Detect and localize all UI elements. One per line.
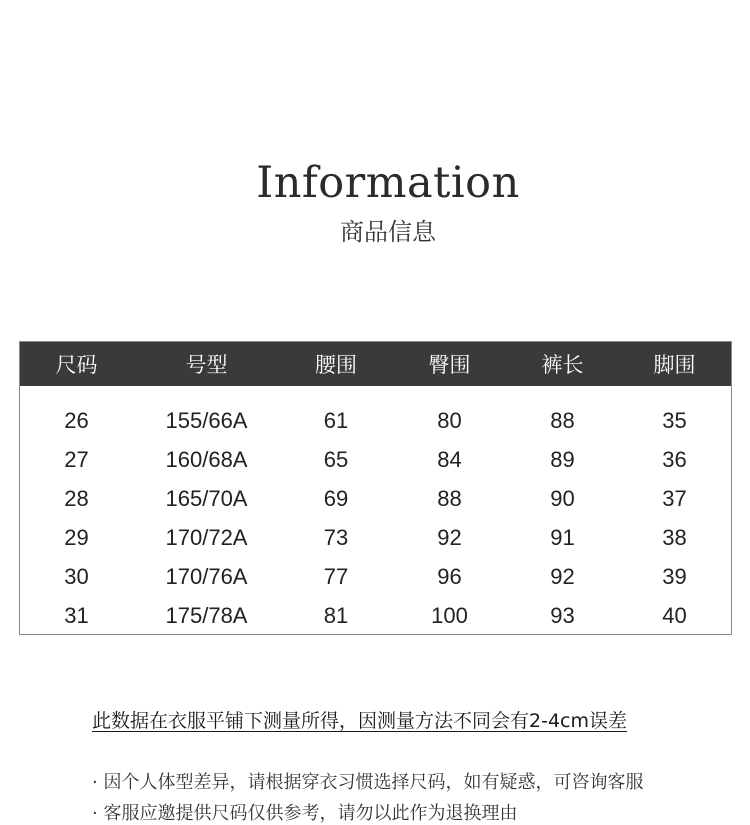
cell-hem: 37 [662,485,687,511]
table-row [20,518,731,557]
header-size: 尺码 [55,353,98,377]
cell-length: 91 [550,524,575,550]
cell-hip: 92 [437,524,462,550]
cell-spec: 170/76A [165,563,248,589]
cell-length: 88 [550,407,575,433]
cell-hem: 35 [662,407,687,433]
cell-size: 27 [64,446,89,472]
cell-spec: 160/68A [165,446,248,472]
cell-size: 29 [64,524,89,550]
cell-length: 89 [550,446,575,472]
table-body [20,386,731,635]
header-spec: 号型 [185,353,228,377]
table-row [20,401,731,440]
cell-hip: 88 [437,485,462,511]
cell-waist: 69 [323,485,349,511]
cell-hem: 38 [662,524,687,550]
cell-hem: 39 [662,563,687,589]
table-row [20,557,731,596]
cell-spec: 155/66A [165,407,248,433]
header-waist: 腰围 [315,353,357,377]
header-length: 裤长 [541,353,584,377]
cell-length: 93 [550,602,575,628]
cell-hem: 40 [662,602,687,628]
cell-waist: 65 [323,446,349,472]
cell-size: 26 [64,407,89,433]
cell-size: 28 [64,485,89,511]
cell-hip: 96 [437,563,462,589]
header-hem: 脚围 [653,353,696,377]
table-row [20,596,731,635]
cell-hip: 80 [437,407,462,433]
cell-spec: 175/78A [165,602,248,628]
cell-waist: 81 [323,602,349,628]
page-title-cn: 商品信息 [340,218,436,246]
table-row [20,479,731,518]
cell-size: 30 [64,563,89,589]
size-table [19,341,732,635]
page-title-en: Information [256,158,520,208]
table-row [20,440,731,479]
cell-size: 31 [64,602,89,628]
header-hip: 臀围 [428,353,471,377]
cell-spec: 170/72A [165,524,248,550]
cell-waist: 77 [323,563,349,589]
cell-hip: 100 [431,602,468,628]
cell-hip: 84 [437,446,462,472]
note-line-reference: · 客服应邀提供尺码仅供参考，请勿以此作为退换理由 [92,803,518,824]
note-line-fit: · 因个人体型差异，请根据穿衣习惯选择尺码，如有疑惑，可咨询客服 [92,772,644,793]
table-header [20,342,731,386]
cell-length: 90 [550,485,575,511]
cell-spec: 165/70A [165,485,248,511]
cell-waist: 73 [323,524,349,550]
cell-hem: 36 [662,446,687,472]
cell-waist: 61 [323,407,349,433]
measurement-note: 此数据在衣服平铺下测量所得，因测量方法不同会有2-4cm误差 [92,710,627,732]
cell-length: 92 [550,563,575,589]
